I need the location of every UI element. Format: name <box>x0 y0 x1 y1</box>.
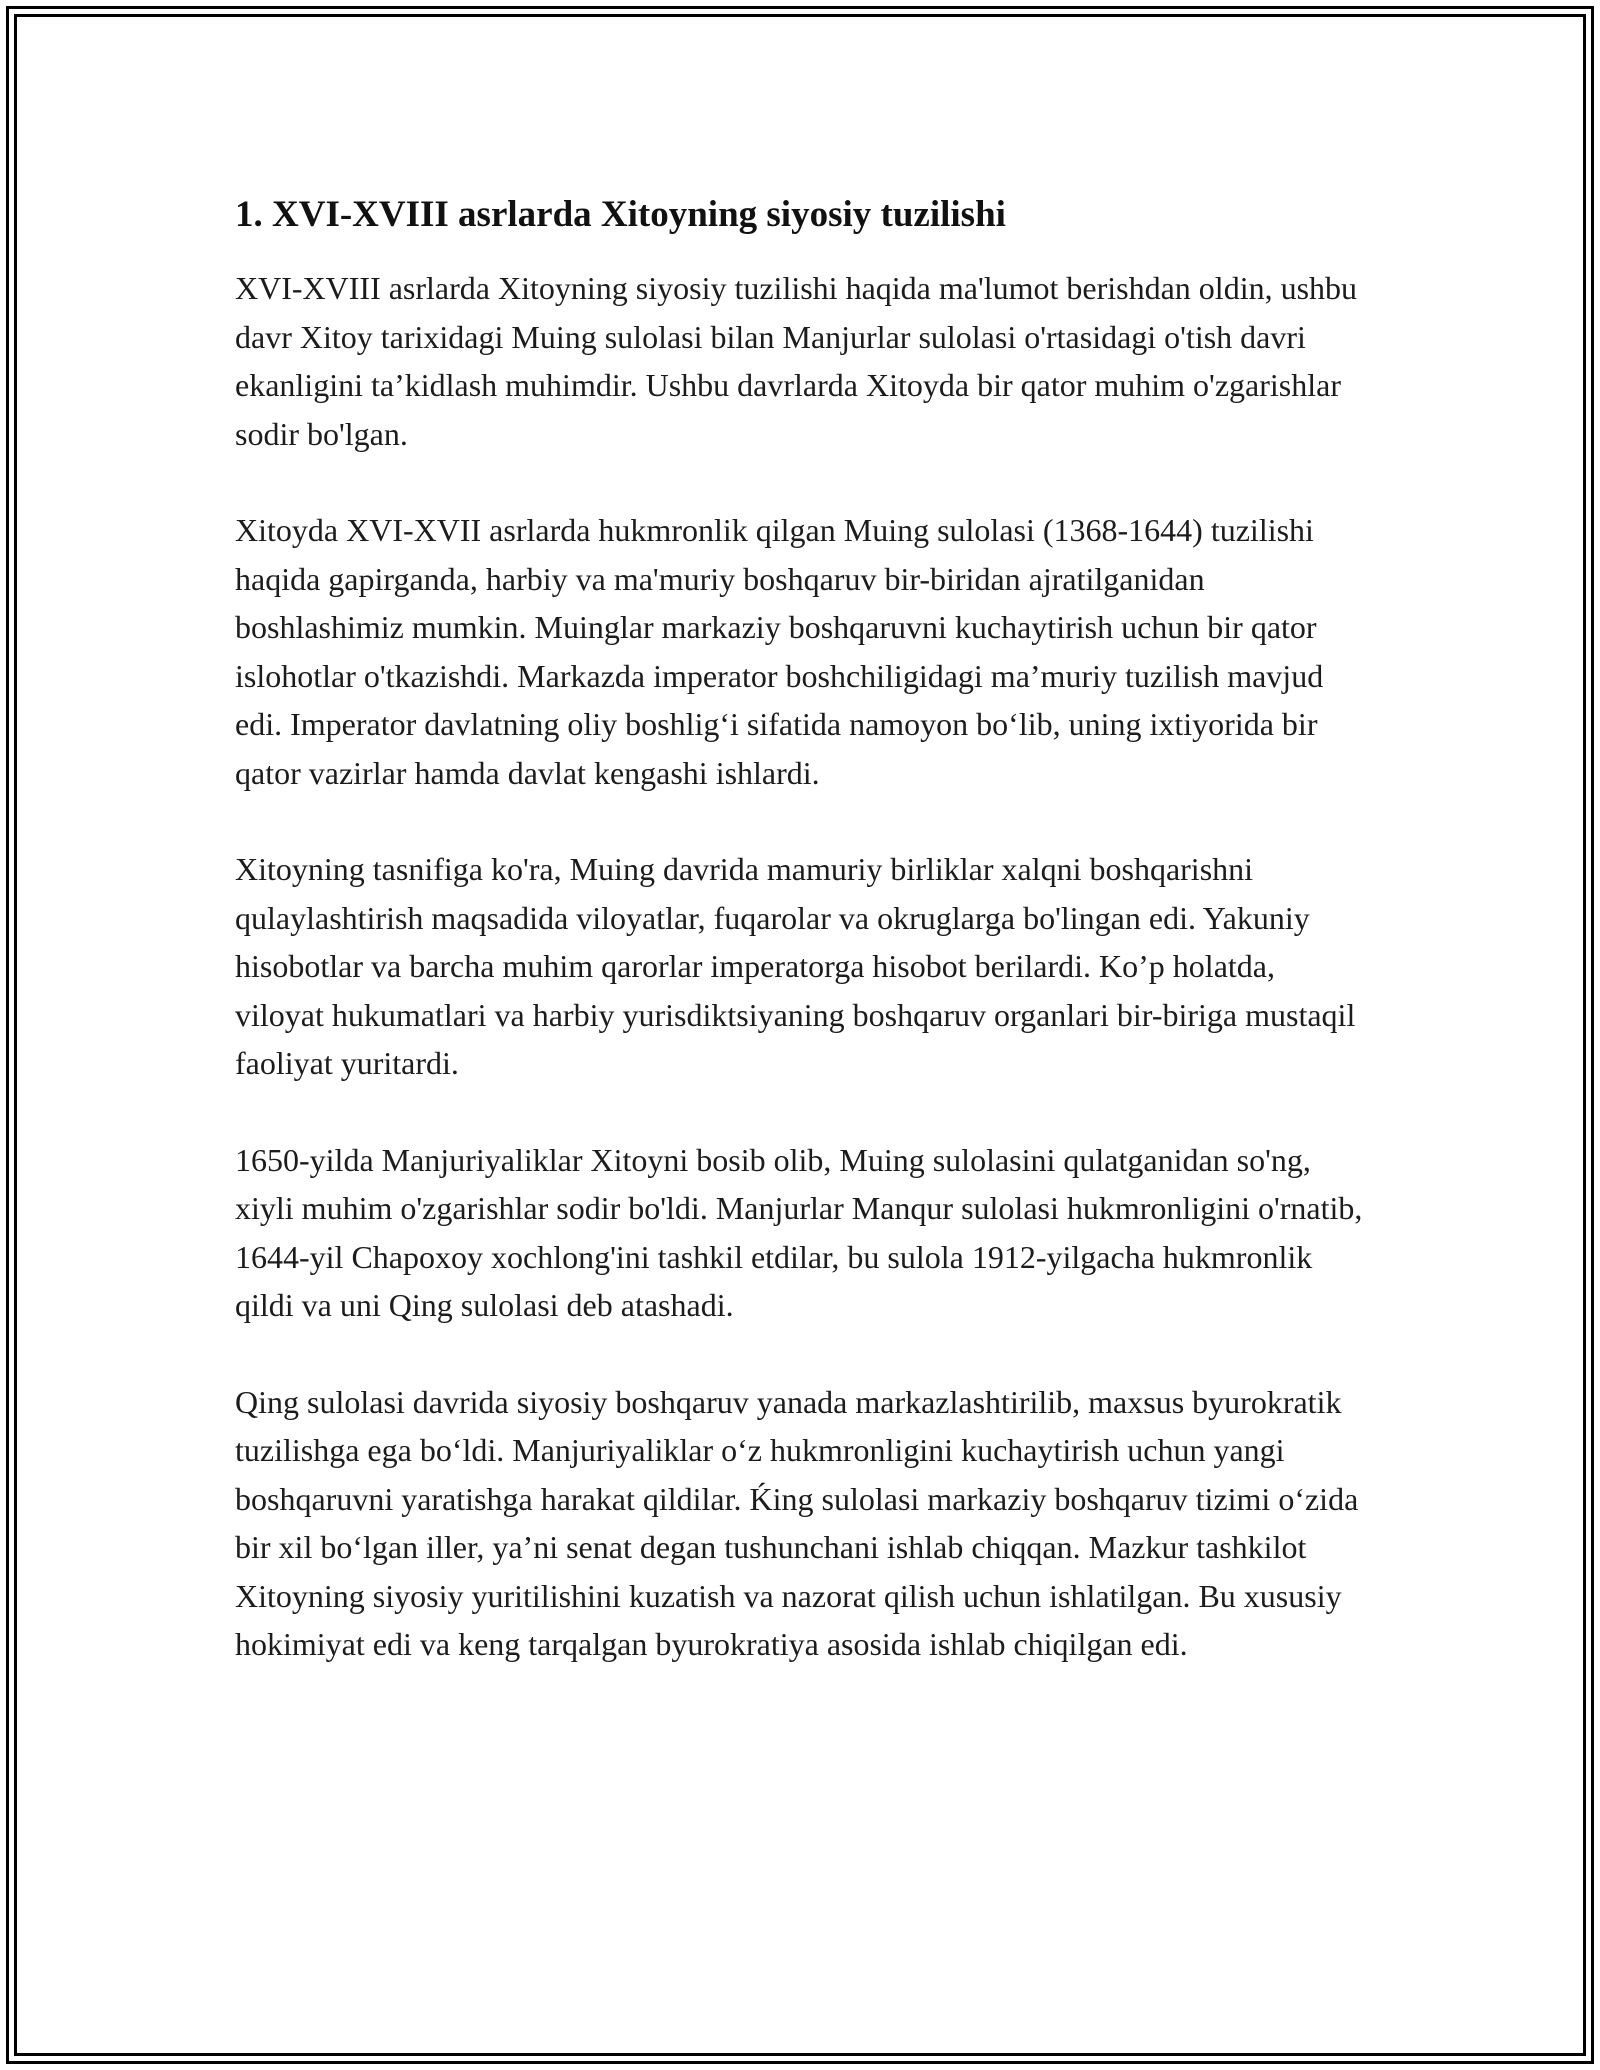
section-heading: 1. XVI-XVIII asrlarda Xitoyning siyosiy tuzilishi <box>235 194 1006 235</box>
paragraph-5: Qing sulolasi davrida siyosiy boshqaruv yanada markazlashtirilib, maxsus byurokratik tuzilishga ega bo‘ldi. Manjuriyaliklar o‘z hukmronligini kuchaytirish uchun yangi boshqaruvni yaratishga harakat qildilar. Ḱing sulolasi markaziy boshqaruv tizimi o‘zida bir xil bo‘lgan iller, ya’ni senat degan tushunchani ishlab chiqqan. Mazkur tashkilot Xitoyning siyosiy yuritilishini kuzatish va nazorat qilish uchun ishlatilgan. Bu xususiy hokimiyat edi va keng tarqalgan byurokratiya asosida ishlab chiqilgan edi. <box>235 1383 1359 1662</box>
paragraph-4: 1650-yilda Manjuriyaliklar Xitoyni bosib olib, Muing sulolasini qulatganidan so'ng, xiyli muhim o'zgarishlar sodir bo'ldi. Manjurlar Manqur sulolasi hukmronligini o'rnatib, 1644-yil Chapoxoy xochlong'ini tashkil etdilar, bu sulola 1912-yilgacha hukmronlik qildi va uni Qing sulolasi deb atashadi. <box>235 1141 1363 1323</box>
paragraph-1: XVI-XVIII asrlarda Xitoyning siyosiy tuzilishi haqida ma'lumot berishdan oldin, ushbu davr Xitoy tarixidagi Muing sulolasi bilan Manjurlar sulolasi o'rtasidagi o'tish davri ekanligini ta’kidlash muhimdir. Ushbu davrlarda Xitoyda bir qator muhim o'zgarishlar sodir bo'lgan. <box>235 270 1358 452</box>
paragraph-3: Xitoyning tasnifiga ko'ra, Muing davrida mamuriy birliklar xalqni boshqarishni qulaylashtirish maqsadida viloyatlar, fuqarolar va okruglarga bo'lingan edi. Yakuniy hisobotlar va barcha muhim qarorlar imperatorga hisobot berilardi. Ko’p holatda, viloyat hukumatlari va harbiy yurisdiktsiyaning boshqaruv organlari bir-biriga mustaqil faoliyat yuritardi. <box>235 851 1356 1081</box>
paragraph-2: Xitoyda XVI-XVII asrlarda hukmronlik qilgan Muing sulolasi (1368-1644) tuzilishi haqida gapirganda, harbiy va ma'muriy boshqaruv bir-biridan ajratilganidan boshlashimiz mumkin. Muinglar markaziy boshqaruvni kuchaytirish uchun bir qator islohotlar o'tkazishdi. Markazda imperator boshchiligidagi ma’muriy tuzilish mavjud edi. Imperator davlatning oliy boshlig‘i sifatida namoyon bo‘lib, uning ixtiyorida bir qator vazirlar hamda davlat kengashi ishlardi. <box>235 512 1324 791</box>
document-body <box>235 188 1365 1717</box>
